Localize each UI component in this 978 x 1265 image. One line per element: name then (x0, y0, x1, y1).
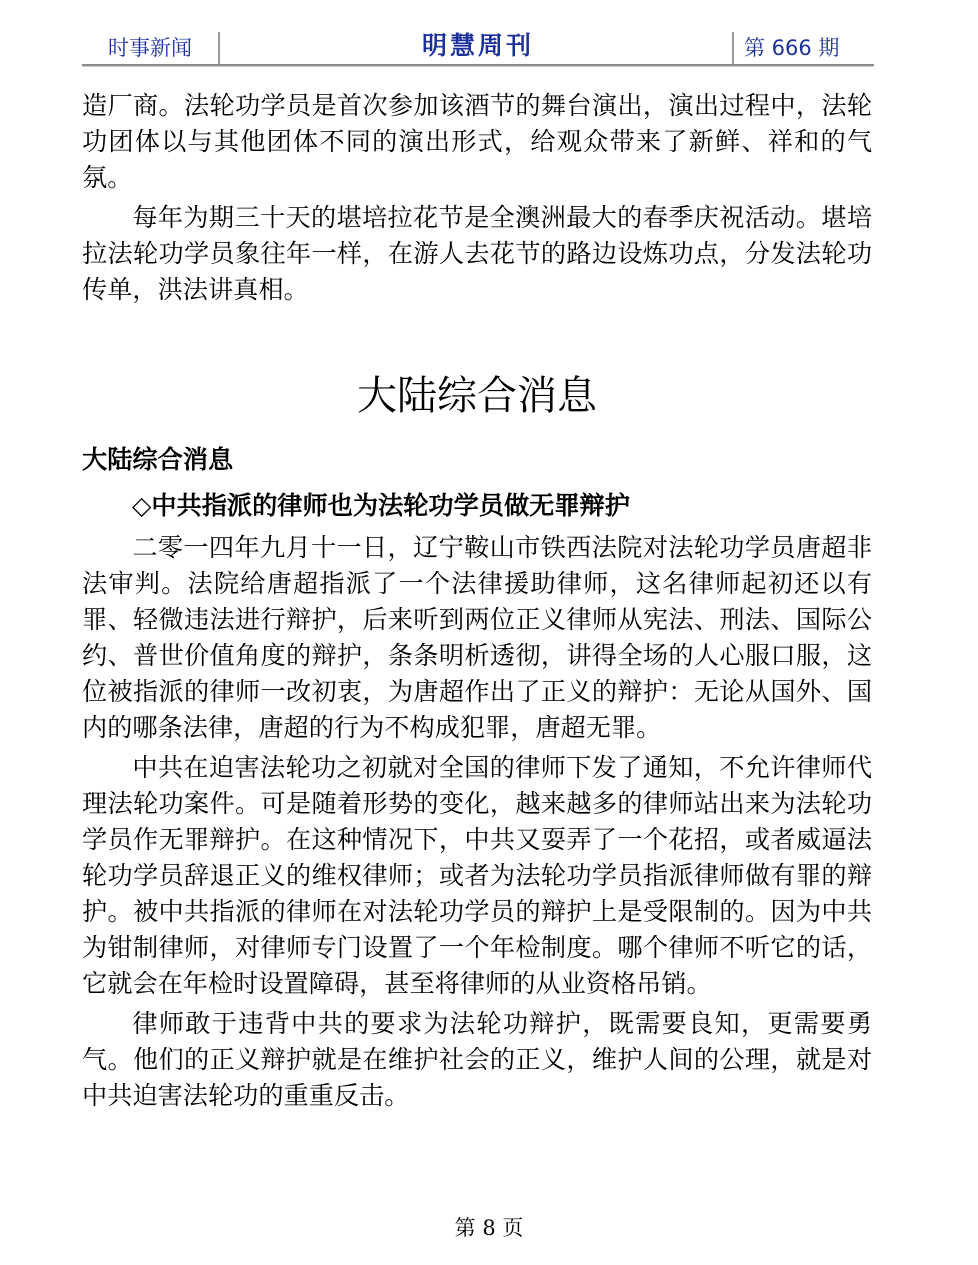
intro-paragraph-2 (82, 200, 872, 308)
section-subtitle: 大陆综合消息 (82, 445, 234, 474)
header-rule (82, 64, 874, 66)
intro-paragraph-1: 造厂商。法轮功学员是首次参加该酒节的舞台演出，演出过程中，法轮功团体以与其他团体不同的演出形式，给观众带来了新鲜、祥和的气氛。 (82, 91, 872, 192)
article-paragraph-1: 二零一四年九月十一日，辽宁鞍山市铁西法院对法轮功学员唐超非法审判。法院给唐超指派了一个法律援助律师，这名律师起初还以有罪、轻微违法进行辩护，后来听到两位正义律师从宪法、刑法、国际公约、普世价值角度的辩护，条条明析透彻，讲得全场的人心服口服，这位被指派的律师一改初衷，为唐超作出了正义的辩护：无论从国外、国内的哪条法律，唐超的行为不构成犯罪，唐超无罪。 (82, 533, 872, 742)
article-title: ◇中共指派的律师也为法轮功学员做无罪辩护 (132, 491, 630, 520)
section-title: 大陆综合消息 (357, 373, 597, 419)
header-issue-number: 第 666 期 (744, 36, 840, 60)
article-paragraph-3: 律师敢于违背中共的要求为法轮功辩护，既需要良知，更需要勇气。他们的正义辩护就是在维护社会的正义，维护人间的公理，就是对中共迫害法轮功的重重反击。 (82, 1009, 872, 1110)
intro-p2-text-b: 最大的春季庆祝活动。堪培拉法轮功学员象往年一样，在游人去花节的路边设炼功点，分发法轮功传单，洪法讲真相。 (82, 203, 873, 304)
intro-p2-place: 澳洲 (515, 203, 567, 232)
header-section-label: 时事新闻 (108, 36, 192, 60)
header-publication-title: 明慧周刊 (421, 31, 534, 60)
intro-p2-text-a: 每年为期三十天的堪培拉花节是全 (132, 203, 516, 232)
article-paragraph-2: 中共在迫害法轮功之初就对全国的律师下发了通知，不允许律师代理法轮功案件。可是随着形势的变化，越来越多的律师站出来为法轮功学员作无罪辩护。在这种情况下，中共又耍弄了一个花招，或者威逼法轮功学员辞退正义的维权律师；或者为法轮功学员指派律师做有罪的辩护。被中共指派的律师在对法轮功学员的辩护上是受限制的。因为中共为钳制律师，对律师专门设置了一个年检制度。哪个律师不听它的话，它就会在年检时设置障碍，甚至将律师的从业资格吊销。 (82, 753, 872, 998)
page-content (82, 88, 872, 1114)
header-divider-right (732, 32, 734, 66)
page-header (82, 26, 874, 66)
page-number: 第 8 页 (454, 1216, 524, 1240)
